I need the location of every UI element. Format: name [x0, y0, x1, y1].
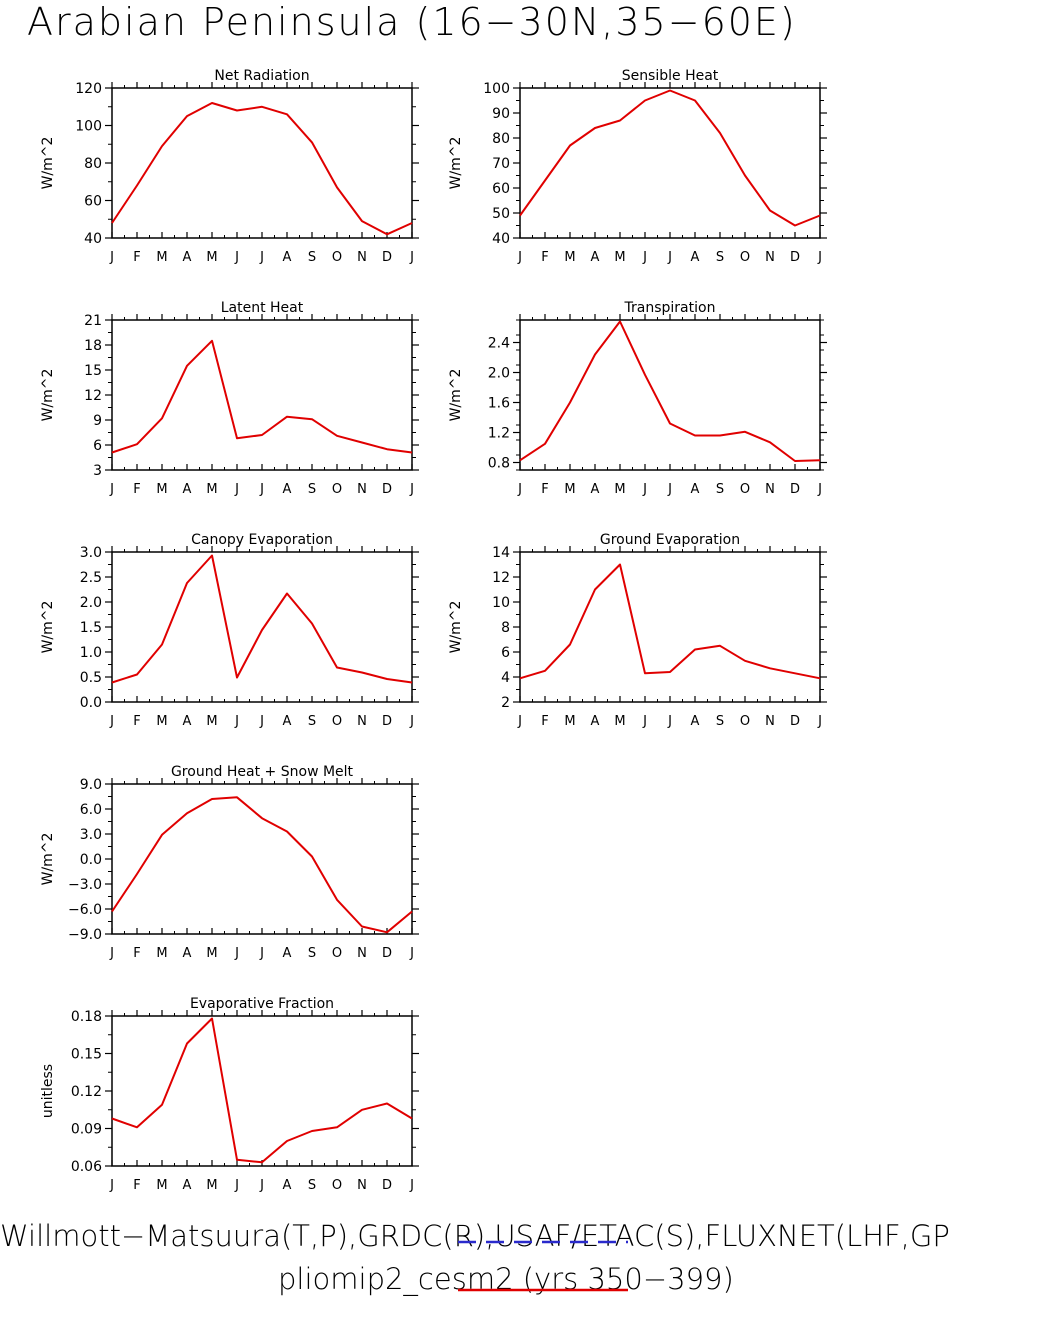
y-tick-label: 6: [93, 438, 102, 454]
x-tick-label: S: [307, 482, 317, 497]
x-tick-label: A: [690, 250, 700, 265]
x-tick-label: F: [541, 250, 549, 265]
x-tick-label: J: [818, 250, 822, 265]
x-tick-label: J: [260, 1178, 264, 1193]
x-tick-label: J: [110, 714, 114, 729]
chart-panel: [40, 996, 419, 1193]
x-tick-label: S: [307, 1178, 317, 1193]
x-tick-label: M: [564, 250, 576, 265]
x-tick-label: D: [381, 1178, 393, 1193]
y-tick-label: 12: [84, 388, 102, 404]
x-tick-label: F: [133, 1178, 141, 1193]
chart-panel: [40, 532, 419, 729]
y-tick-label: 0.0: [79, 695, 102, 711]
x-tick-label: J: [260, 946, 264, 961]
x-tick-label: O: [331, 250, 343, 265]
panel-title: Net Radiation: [214, 68, 310, 84]
y-tick-label: 2.0: [487, 365, 510, 382]
x-tick-label: M: [156, 1178, 168, 1193]
x-tick-label: A: [182, 250, 192, 265]
x-tick-label: J: [260, 714, 264, 729]
chart-panel: [40, 300, 419, 497]
y-tick-label: 2.4: [487, 335, 510, 352]
chart-panel: [448, 68, 827, 265]
y-tick-label: 9: [93, 413, 102, 429]
x-tick-label: N: [357, 714, 367, 729]
x-tick-label: O: [331, 946, 343, 961]
x-tick-label: J: [410, 482, 414, 497]
x-tick-label: M: [206, 1178, 218, 1193]
x-tick-label: S: [307, 250, 317, 265]
y-tick-label: −3.0: [68, 877, 102, 893]
y-tick-label: 40: [492, 231, 510, 247]
x-tick-label: J: [518, 250, 522, 265]
panel-title: Sensible Heat: [621, 68, 719, 84]
x-tick-label: F: [133, 482, 141, 497]
x-tick-label: S: [715, 482, 725, 497]
y-tick-label: 0.18: [70, 1009, 102, 1025]
y-tick-label: 80: [84, 156, 102, 172]
y-tick-label: 3: [93, 463, 102, 479]
x-tick-label: M: [614, 714, 626, 729]
y-tick-label: 14: [492, 545, 510, 561]
y-tick-label: 1.6: [487, 395, 510, 412]
x-tick-label: N: [765, 482, 775, 497]
x-tick-label: S: [715, 714, 725, 729]
plot-frame: [112, 320, 412, 470]
plot-frame: [112, 552, 412, 702]
plot-frame: [112, 88, 412, 238]
y-axis-label: W/m^2: [40, 368, 56, 422]
x-tick-label: D: [789, 482, 801, 497]
x-tick-label: A: [690, 714, 700, 729]
x-tick-label: M: [564, 714, 576, 729]
y-tick-label: 9.0: [79, 777, 102, 793]
x-tick-label: A: [282, 946, 292, 961]
x-tick-label: A: [590, 714, 600, 729]
y-tick-label: 40: [84, 231, 102, 247]
y-axis-label: unitless: [40, 1063, 56, 1119]
x-tick-label: A: [282, 250, 292, 265]
y-tick-label: 21: [84, 313, 102, 329]
x-tick-label: M: [564, 482, 576, 497]
y-tick-label: 0.09: [70, 1121, 102, 1138]
y-tick-label: 0.8: [487, 455, 510, 472]
page-title: Arabian Peninsula (16−30N,35−60E): [27, 0, 797, 44]
x-tick-label: M: [206, 714, 218, 729]
x-tick-label: D: [381, 946, 393, 961]
x-tick-label: J: [110, 482, 114, 497]
x-tick-label: D: [789, 250, 801, 265]
x-tick-label: J: [235, 482, 239, 497]
y-tick-label: 0.15: [70, 1046, 102, 1063]
x-tick-label: J: [643, 482, 647, 497]
x-tick-label: J: [235, 714, 239, 729]
y-tick-label: 6: [501, 645, 510, 661]
x-tick-label: A: [590, 250, 600, 265]
x-tick-label: J: [235, 946, 239, 961]
y-axis-label: W/m^2: [40, 600, 56, 654]
series-line: [112, 1019, 412, 1163]
y-tick-label: 120: [75, 81, 102, 97]
plot-frame: [112, 784, 412, 934]
x-tick-label: M: [206, 946, 218, 961]
chart-panel: [40, 764, 419, 961]
x-tick-label: A: [282, 1178, 292, 1193]
x-tick-label: O: [739, 482, 751, 497]
y-axis-label: W/m^2: [448, 368, 464, 422]
series-line: [112, 103, 412, 234]
y-tick-label: 60: [492, 181, 510, 197]
y-tick-label: 60: [84, 193, 102, 210]
y-tick-label: 10: [492, 595, 510, 611]
x-tick-label: J: [235, 250, 239, 265]
plot-frame: [520, 88, 820, 238]
x-tick-label: J: [410, 1178, 414, 1193]
y-tick-label: 2.0: [79, 595, 102, 611]
y-axis-label: W/m^2: [448, 136, 464, 190]
x-tick-label: O: [331, 1178, 343, 1193]
series-line: [112, 556, 412, 683]
x-tick-label: D: [381, 482, 393, 497]
x-tick-label: J: [818, 714, 822, 729]
x-tick-label: A: [282, 482, 292, 497]
series-line: [112, 341, 412, 453]
x-tick-label: M: [156, 946, 168, 961]
panel-title: Ground Heat + Snow Melt: [170, 764, 354, 780]
y-tick-label: 4: [501, 670, 510, 686]
y-tick-label: 15: [84, 363, 102, 379]
series-line: [520, 565, 820, 679]
x-tick-label: M: [206, 250, 218, 265]
y-tick-label: 2: [501, 695, 510, 711]
y-tick-label: 50: [492, 206, 510, 222]
x-tick-label: D: [789, 714, 801, 729]
x-tick-label: A: [182, 714, 192, 729]
data-sources-label: Willmott−Matsuura(T,P),GRDC(R),USAF/ETAC(S),FLUXNET(LHF,GP: [0, 1219, 950, 1253]
x-tick-label: M: [156, 250, 168, 265]
x-tick-label: A: [182, 946, 192, 961]
x-tick-label: N: [357, 482, 367, 497]
y-tick-label: 3.0: [79, 545, 102, 561]
x-tick-label: M: [614, 482, 626, 497]
x-tick-label: F: [541, 714, 549, 729]
y-axis-label: W/m^2: [448, 600, 464, 654]
y-tick-label: 2.5: [79, 570, 102, 586]
series-line: [112, 797, 412, 932]
y-tick-label: 0.06: [70, 1159, 102, 1175]
x-tick-label: J: [410, 946, 414, 961]
x-tick-label: J: [643, 250, 647, 265]
plot-frame: [520, 320, 820, 470]
panel-title: Transpiration: [624, 300, 716, 316]
y-tick-label: 0.0: [79, 852, 102, 868]
y-tick-label: 80: [492, 131, 510, 147]
chart-panel: [40, 68, 419, 265]
panel-title: Latent Heat: [220, 300, 304, 316]
y-tick-label: 8: [501, 620, 510, 636]
x-tick-label: J: [110, 946, 114, 961]
y-tick-label: 70: [492, 156, 510, 172]
y-tick-label: 1.5: [79, 620, 102, 636]
x-tick-label: J: [668, 482, 672, 497]
x-tick-label: J: [518, 482, 522, 497]
y-axis-label: W/m^2: [40, 832, 56, 886]
y-tick-label: 100: [483, 81, 510, 97]
x-tick-label: S: [307, 714, 317, 729]
x-tick-label: O: [331, 482, 343, 497]
x-tick-label: N: [357, 1178, 367, 1193]
x-tick-label: F: [541, 482, 549, 497]
x-tick-label: S: [307, 946, 317, 961]
x-tick-label: J: [668, 250, 672, 265]
x-tick-label: N: [357, 250, 367, 265]
y-tick-label: 90: [492, 106, 510, 122]
y-tick-label: −9.0: [68, 927, 102, 943]
x-tick-label: N: [765, 714, 775, 729]
x-tick-label: J: [643, 714, 647, 729]
x-tick-label: D: [381, 714, 393, 729]
chart-panel: [448, 532, 827, 729]
model-label: pliomip2_cesm2 (yrs 350−399): [278, 1262, 734, 1296]
x-tick-label: D: [381, 250, 393, 265]
y-tick-label: 100: [75, 118, 102, 135]
x-tick-label: J: [260, 482, 264, 497]
x-tick-label: A: [282, 714, 292, 729]
x-tick-label: O: [331, 714, 343, 729]
y-tick-label: 6.0: [79, 802, 102, 818]
x-tick-label: J: [235, 1178, 239, 1193]
y-tick-label: 3.0: [79, 827, 102, 843]
x-tick-label: N: [357, 946, 367, 961]
y-tick-label: 1.2: [487, 425, 510, 442]
x-tick-label: F: [133, 250, 141, 265]
series-line: [520, 322, 820, 462]
plot-frame: [520, 552, 820, 702]
x-tick-label: O: [739, 250, 751, 265]
x-tick-label: J: [818, 482, 822, 497]
x-tick-label: M: [156, 714, 168, 729]
series-line: [520, 91, 820, 226]
plot-frame: [112, 1016, 412, 1166]
chart-panel: [448, 300, 827, 497]
y-tick-label: 0.12: [70, 1084, 102, 1100]
x-tick-label: M: [614, 250, 626, 265]
x-tick-label: J: [668, 714, 672, 729]
x-tick-label: N: [765, 250, 775, 265]
x-tick-label: F: [133, 714, 141, 729]
y-tick-label: 18: [84, 338, 102, 354]
y-tick-label: −6.0: [68, 902, 102, 918]
x-tick-label: S: [715, 250, 725, 265]
x-tick-label: J: [110, 1178, 114, 1193]
y-axis-label: W/m^2: [40, 136, 56, 190]
x-tick-label: A: [590, 482, 600, 497]
x-tick-label: F: [133, 946, 141, 961]
x-tick-label: M: [156, 482, 168, 497]
x-tick-label: M: [206, 482, 218, 497]
panel-title: Canopy Evaporation: [191, 532, 333, 548]
x-tick-label: A: [182, 482, 192, 497]
x-tick-label: O: [739, 714, 751, 729]
x-tick-label: J: [410, 714, 414, 729]
x-tick-label: A: [690, 482, 700, 497]
x-tick-label: A: [182, 1178, 192, 1193]
panel-title: Ground Evaporation: [599, 532, 741, 548]
y-tick-label: 0.5: [79, 670, 102, 686]
y-tick-label: 1.0: [79, 645, 102, 661]
x-tick-label: J: [518, 714, 522, 729]
x-tick-label: J: [110, 250, 114, 265]
x-tick-label: J: [410, 250, 414, 265]
y-tick-label: 12: [492, 570, 510, 586]
x-tick-label: J: [260, 250, 264, 265]
panel-title: Evaporative Fraction: [189, 996, 335, 1012]
